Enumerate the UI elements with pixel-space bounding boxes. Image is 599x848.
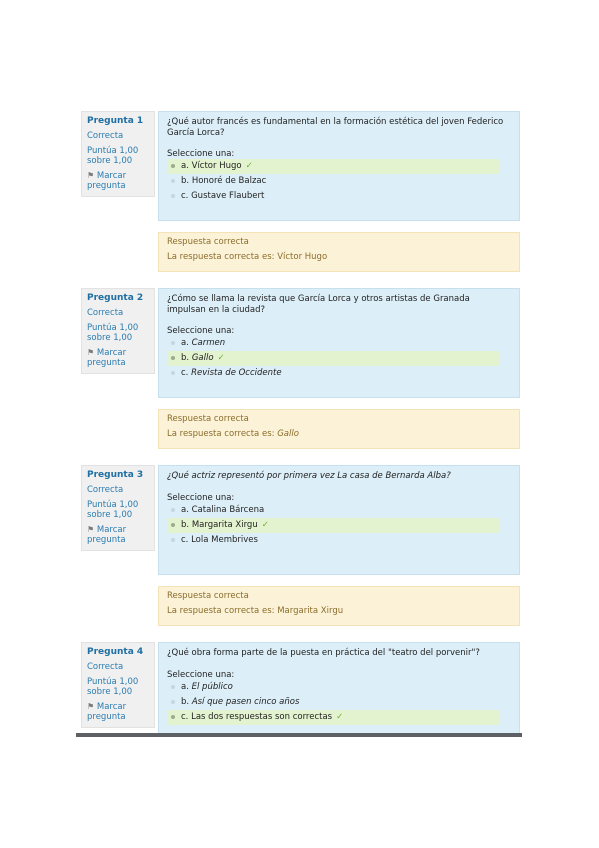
question-state: Correcta — [87, 308, 124, 318]
question-content — [158, 465, 520, 575]
flag-question-link[interactable]: ⚑ Marcar pregunta — [87, 348, 127, 368]
question-grade: Puntúa 1,00 sobre 1,00 — [87, 500, 139, 520]
answer-prompt: Seleccione una: — [167, 326, 235, 336]
feedback-status: Respuesta correcta — [167, 237, 249, 247]
radio-button[interactable] — [171, 685, 175, 689]
radio-button[interactable] — [171, 508, 175, 512]
question-info — [81, 111, 155, 197]
question-text: ¿Cómo se llama la revista que García Lorca y otros artistas de Granada impulsan en la ciudad? — [167, 294, 470, 315]
radio-button[interactable] — [171, 538, 175, 542]
question-info — [81, 465, 155, 551]
question-state: Correcta — [87, 662, 124, 672]
radio-button[interactable] — [171, 179, 175, 183]
question-content — [158, 288, 520, 398]
correct-answer-text: La respuesta correcta es: Víctor Hugo — [167, 252, 328, 262]
answer-option-c[interactable]: c. Las dos respuestas son correctas ✓ — [167, 710, 499, 725]
question-text: ¿Qué autor francés es fundamental en la formación estética del joven Federico García Lorca? — [167, 117, 504, 138]
answer-option-a[interactable]: a. Víctor Hugo ✓ — [167, 159, 499, 174]
correct-answer-text: La respuesta correcta es: Margarita Xirgu — [167, 606, 344, 616]
flag-question-link[interactable]: ⚑ Marcar pregunta — [87, 171, 127, 191]
answer-option-c[interactable]: c. Revista de Occidente — [167, 366, 499, 381]
question-state: Correcta — [87, 485, 124, 495]
radio-button[interactable] — [171, 700, 175, 704]
question-text: ¿Qué obra forma parte de la puesta en práctica del "teatro del porvenir"? — [167, 648, 480, 658]
answer-option-a[interactable]: a. El público — [167, 680, 499, 695]
answer-prompt: Seleccione una: — [167, 149, 235, 159]
question-number: Pregunta 1 — [87, 116, 144, 126]
answer-option-b[interactable]: b. Honoré de Balzac — [167, 174, 499, 189]
question-number: Pregunta 4 — [87, 647, 144, 657]
answer-option-a[interactable]: a. Catalina Bárcena — [167, 503, 499, 518]
radio-button[interactable] — [171, 164, 175, 168]
question-number: Pregunta 3 — [87, 470, 144, 480]
question-content — [158, 111, 520, 221]
answer-prompt: Seleccione una: — [167, 669, 235, 680]
check-icon: ✓ — [217, 353, 225, 363]
question-content — [158, 642, 520, 736]
flag-question-link[interactable]: ⚑ Marcar pregunta — [87, 525, 127, 545]
radio-button[interactable] — [171, 523, 175, 527]
question-info — [81, 642, 155, 728]
check-icon: ✓ — [245, 161, 253, 171]
radio-button[interactable] — [171, 194, 175, 198]
question-grade: Puntúa 1,00 sobre 1,00 — [87, 323, 139, 343]
question-info — [81, 288, 155, 374]
answer-option-b[interactable]: b. Así que pasen cinco años — [167, 695, 499, 710]
radio-button[interactable] — [171, 341, 175, 345]
feedback-status: Respuesta correcta — [167, 414, 249, 424]
answer-prompt: Seleccione una: — [167, 492, 235, 503]
question-grade: Puntúa 1,00 sobre 1,00 — [87, 146, 139, 166]
check-icon: ✓ — [261, 519, 269, 530]
question-state: Correcta — [87, 131, 124, 141]
question-number: Pregunta 2 — [87, 293, 144, 303]
feedback-status: Respuesta correcta — [167, 591, 249, 601]
flag-question-link[interactable]: ⚑ Marcar pregunta — [87, 702, 127, 722]
answer-option-b[interactable]: b. Gallo ✓ — [167, 351, 499, 366]
bottom-bar — [76, 733, 522, 737]
flag-icon: ⚑ — [87, 702, 95, 711]
radio-button[interactable] — [171, 715, 175, 719]
flag-icon: ⚑ — [87, 348, 95, 357]
radio-button[interactable] — [171, 356, 175, 360]
feedback-box — [158, 409, 520, 449]
check-icon: ✓ — [336, 711, 344, 722]
correct-answer-text: La respuesta correcta es: Gallo — [167, 429, 299, 439]
radio-button[interactable] — [171, 371, 175, 375]
answer-option-a[interactable]: a. Carmen — [167, 336, 499, 351]
question-grade: Puntúa 1,00 sobre 1,00 — [87, 677, 139, 697]
flag-icon: ⚑ — [87, 171, 95, 180]
question-text: ¿Qué actriz representó por primera vez La casa de Bernarda Alba? — [167, 471, 451, 481]
feedback-box — [158, 586, 520, 626]
answer-option-b[interactable]: b. Margarita Xirgu ✓ — [167, 518, 499, 533]
answer-option-c[interactable]: c. Gustave Flaubert — [167, 189, 499, 204]
answer-option-c[interactable]: c. Lola Membrives — [167, 533, 499, 548]
feedback-box — [158, 232, 520, 272]
flag-icon: ⚑ — [87, 525, 95, 534]
